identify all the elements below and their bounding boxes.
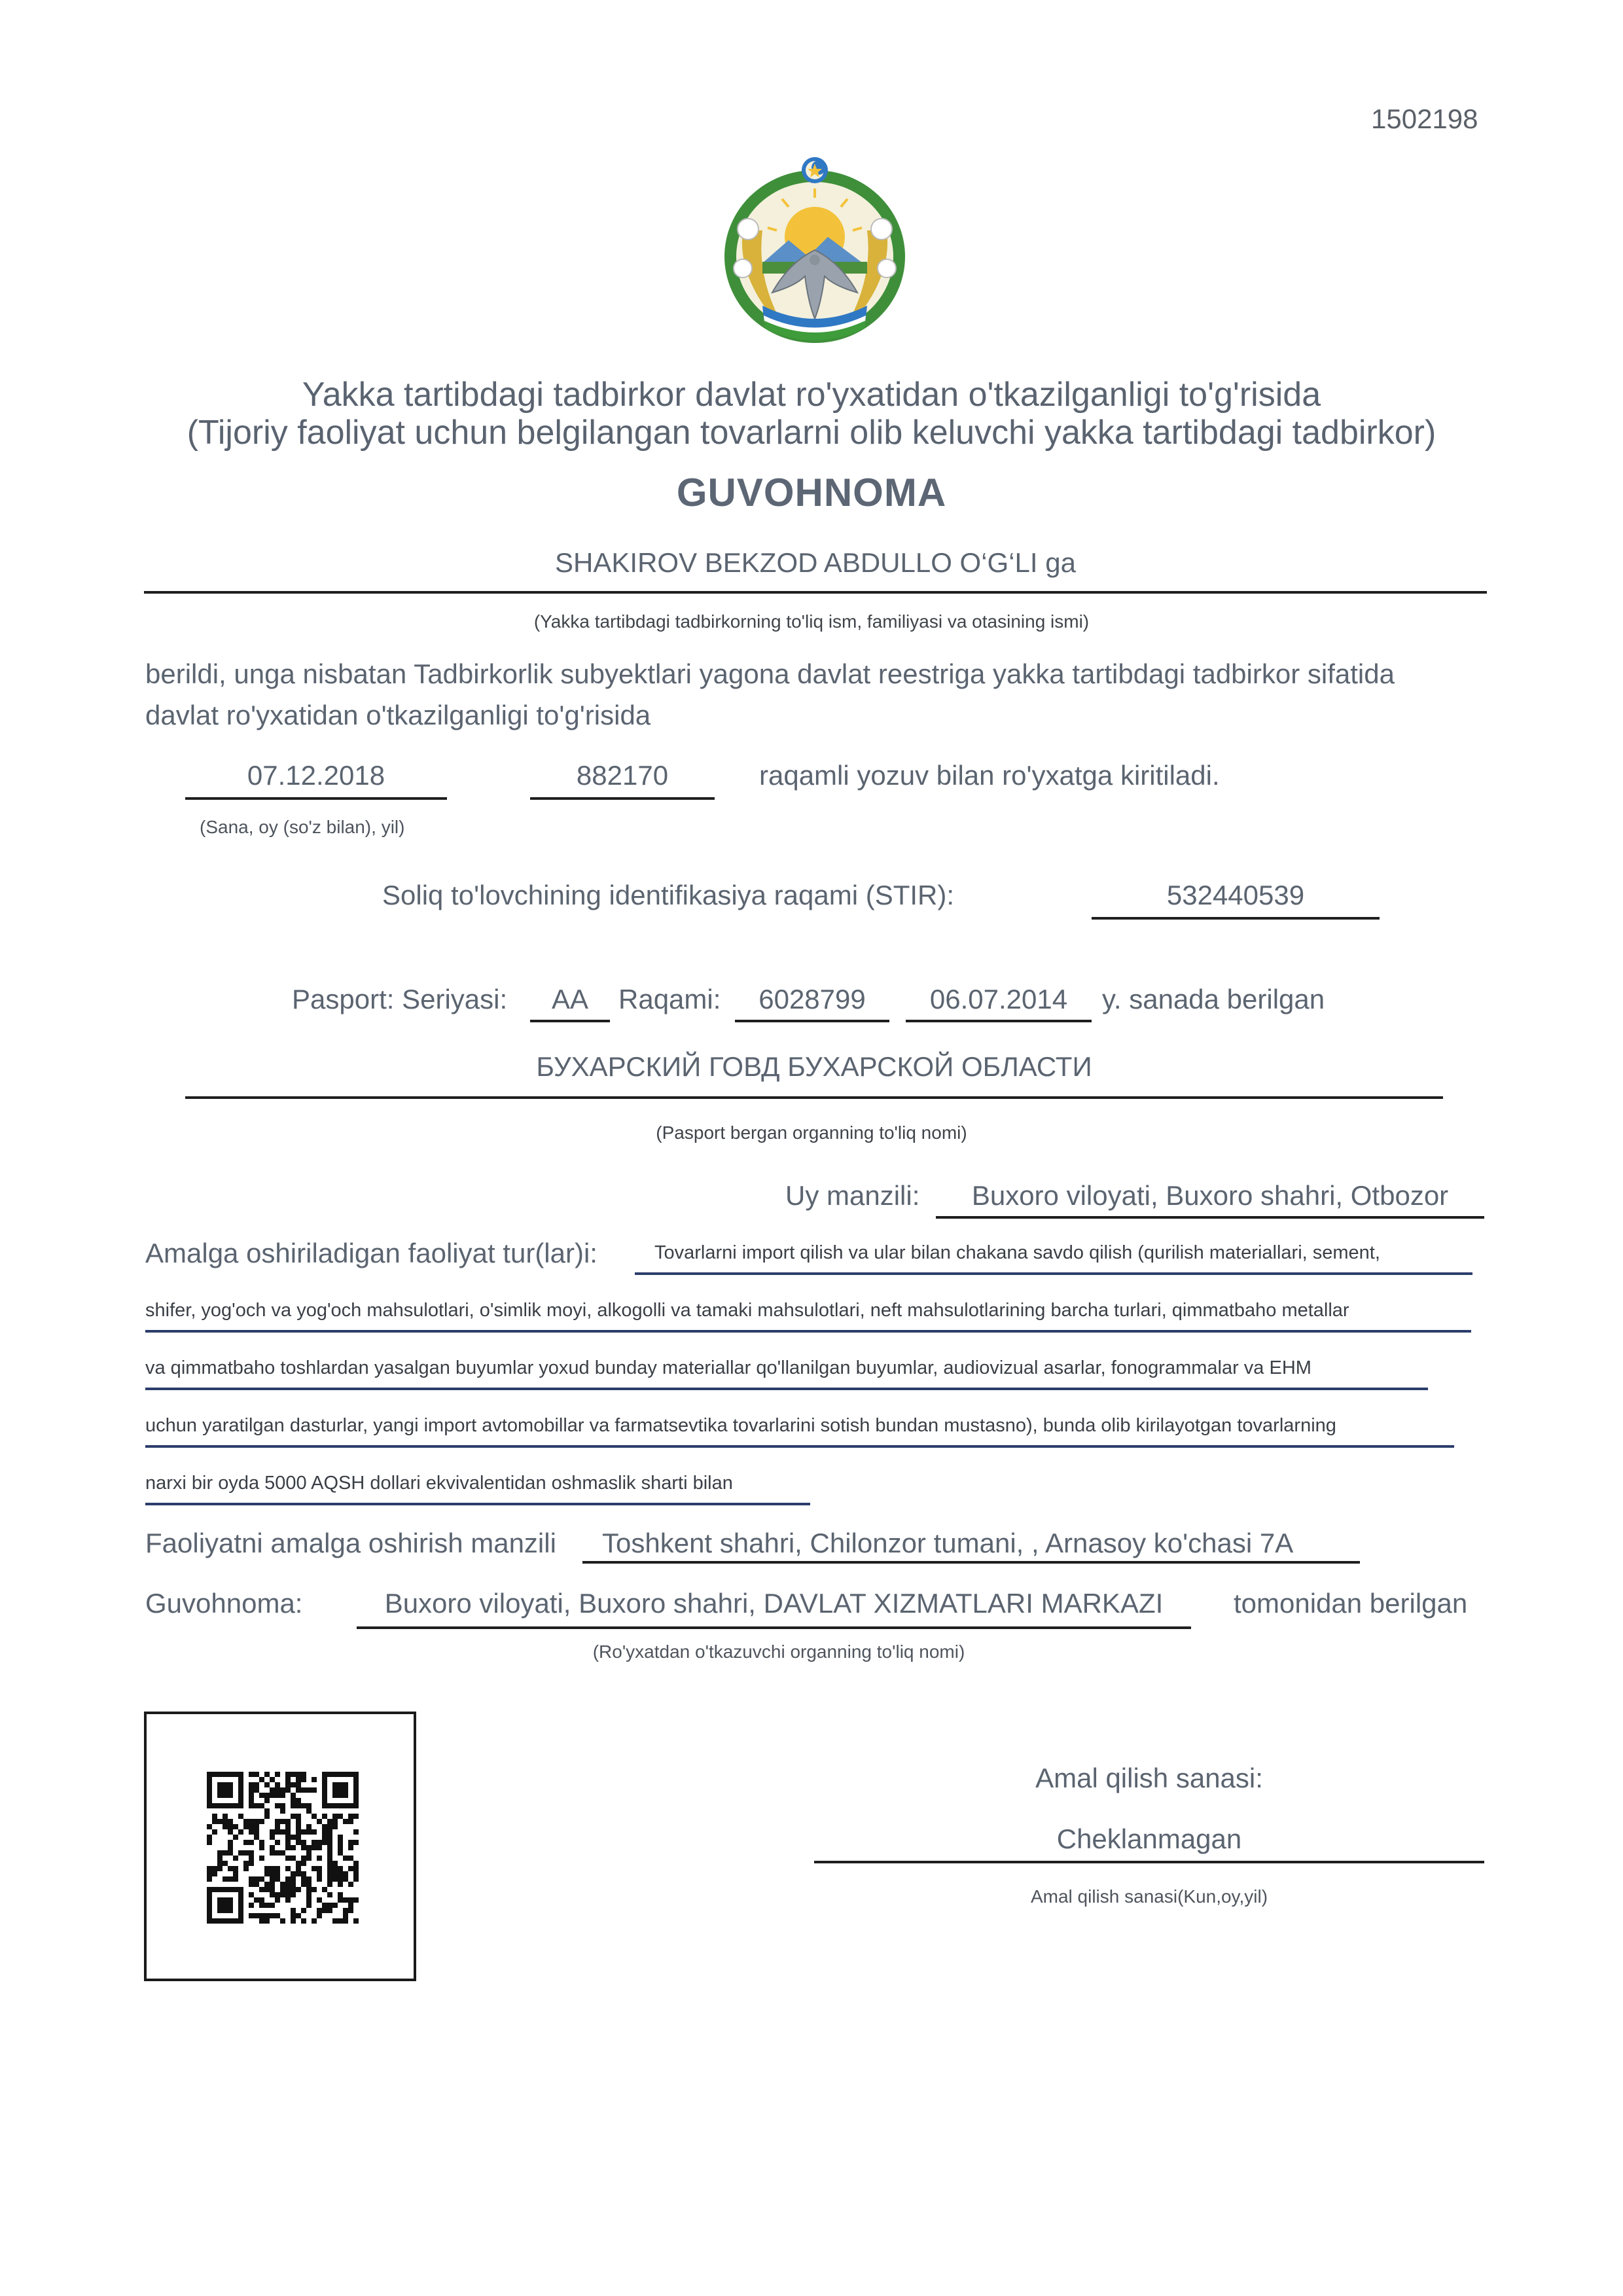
holder-name: SHAKIROV BEKZOD ABDULLO O‘G‘LI ga	[144, 547, 1487, 594]
passport-suffix: y. sanada berilgan	[1102, 984, 1325, 1014]
document-headline: GUVOHNOMA	[676, 471, 947, 514]
activity-place-label: Faoliyatni amalga oshirish manzili	[145, 1528, 556, 1558]
certificate-issuer-label: Guvohnoma:	[145, 1588, 303, 1619]
home-address-label: Uy manzili:	[785, 1180, 920, 1211]
registration-date-caption: (Sana, oy (so'z bilan), yil)	[200, 817, 405, 837]
passport-number-label: Raqami:	[618, 984, 721, 1014]
qr-code-icon	[207, 1772, 359, 1924]
activity-line-3: va qimmatbaho toshlardan yasalgan buyumlar yoxud bunday materiallar qo'llanilgan buyumlar, audiovizual asarlar, fonogrammalar va EHM	[145, 1357, 1428, 1390]
passport-issue-date: 06.07.2014	[906, 983, 1092, 1022]
title-line-1: Yakka tartibdagi tadbirkor davlat ro'yxatidan o'tkazilganligi to'g'risida	[302, 376, 1321, 414]
state-emblem-icon	[717, 152, 913, 348]
holder-name-caption: (Yakka tartibdagi tadbirkorning to'liq ism, familiyasi va otasining ismi)	[533, 611, 1090, 632]
certificate-issuer-suffix: tomonidan berilgan	[1234, 1588, 1468, 1619]
issued-text-line-1: berildi, unga nisbatan Tadbirkorlik subyektlari yagona davlat reestriga yakka tartibdagi tadbirkor sifatida	[145, 658, 1395, 689]
issued-text-line-2: davlat ro'yxatidan o'tkazilganligi to'g'risida	[145, 700, 651, 730]
activity-line-5: narxi bir oyda 5000 AQSH dollari ekvivalentidan oshmaslik sharti bilan	[145, 1473, 810, 1505]
passport-series-label: Pasport: Seriyasi:	[292, 984, 508, 1014]
document-number: 1502198	[1371, 103, 1478, 134]
passport-issuer: БУХАРСКИЙ ГОВД БУХАРСКОЙ ОБЛАСТИ	[185, 1050, 1443, 1099]
registration-number: 882170	[530, 759, 715, 800]
activity-line-1: Tovarlarni import qilish va ular bilan chakana savdo qilish (qurilish materiallari, sement,	[635, 1242, 1472, 1275]
home-address-value: Buxoro viloyati, Buxoro shahri, Otbozor	[936, 1179, 1484, 1219]
stir-value: 532440539	[1092, 879, 1380, 920]
activity-label: Amalga oshiriladigan faoliyat tur(lar)i:	[145, 1238, 597, 1268]
passport-issuer-caption: (Pasport bergan organning to'liq nomi)	[656, 1122, 967, 1143]
passport-series: AA	[530, 983, 610, 1022]
certificate-issuer-caption: (Ro'yxatdan o'tkazuvchi organning to'liq nomi)	[592, 1641, 965, 1662]
passport-number: 6028799	[735, 983, 889, 1022]
registration-suffix: raqamli yozuv bilan ro'yxatga kiritiladi.	[759, 760, 1220, 791]
activity-place-value: Toshkent shahri, Chilonzor tumani, , Arnasoy ko'chasi 7A	[582, 1527, 1360, 1564]
validity-label: Amal qilish sanasi:	[1035, 1763, 1263, 1793]
validity-caption: Amal qilish sanasi(Kun,oy,yil)	[1030, 1886, 1268, 1907]
title-line-2: (Tijoriy faoliyat uchun belgilangan tovarlarni olib keluvchi yakka tartibdagi tadbirkor)	[187, 414, 1436, 452]
registration-date: 07.12.2018	[185, 759, 447, 800]
qr-code-frame	[144, 1712, 416, 1981]
activity-line-4: uchun yaratilgan dasturlar, yangi import avtomobillar va farmatsevtika tovarlarini sotish bundan mustasno), bunda olib kirilayotgan tovarlarning	[145, 1415, 1454, 1448]
validity-value: Cheklanmagan	[814, 1823, 1484, 1863]
stir-label: Soliq to'lovchining identifikasiya raqami (STIR):	[382, 880, 955, 910]
certificate-issuer-value: Buxoro viloyati, Buxoro shahri, DAVLAT XIZMATLARI MARKAZI	[357, 1587, 1191, 1629]
activity-line-2: shifer, yog'och va yog'och mahsulotlari, o'simlik moyi, alkogolli va tamaki mahsulotlari, neft mahsulotlarining barcha turlari, qimmatbaho metallar	[145, 1300, 1471, 1333]
